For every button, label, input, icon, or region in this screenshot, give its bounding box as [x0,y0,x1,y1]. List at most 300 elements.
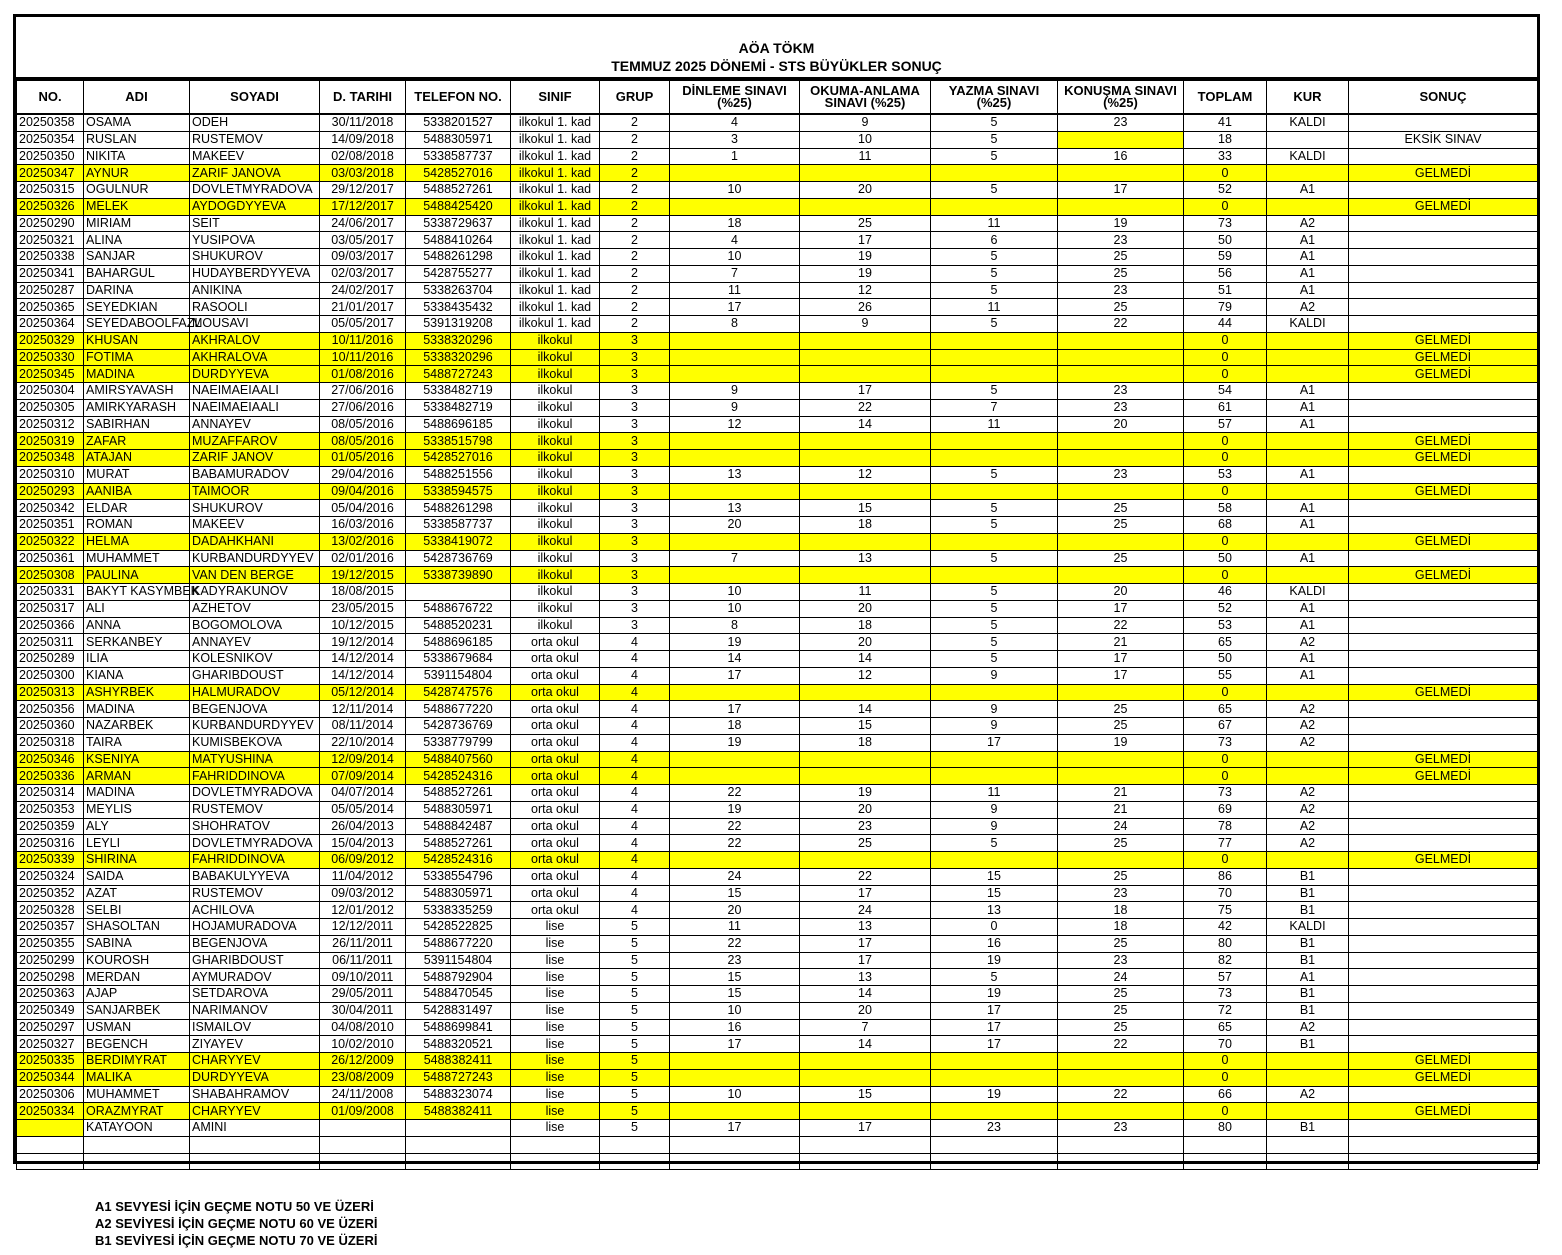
cell-toplam: 57 [1184,416,1267,433]
cell-toplam: 50 [1184,550,1267,567]
cell-sonuc [1349,835,1538,852]
cell-konusma: 23 [1058,232,1184,249]
cell-kur: A1 [1267,282,1349,299]
cell-dogum-tarihi: 16/03/2016 [320,517,406,534]
cell-toplam: 50 [1184,651,1267,668]
cell-dinleme [670,1053,800,1070]
header-no: NO. [17,81,84,115]
cell-okuma [800,366,931,383]
cell-sinif: ilkokul [511,600,600,617]
cell-no: 20250321 [17,232,84,249]
cell-dogum-tarihi: 27/06/2016 [320,399,406,416]
cell-telefon: 5488677220 [406,935,511,952]
cell-no: 20250339 [17,852,84,869]
cell-soyadi: ZARIF JANOV [190,450,320,467]
cell-dinleme: 22 [670,935,800,952]
cell-yazma: 5 [931,969,1058,986]
cell-soyadi: DOVLETMYRADOVA [190,835,320,852]
cell-konusma: 23 [1058,383,1184,400]
cell-toplam: 44 [1184,316,1267,333]
cell-telefon: 5488699841 [406,1019,511,1036]
cell-kur: B1 [1267,885,1349,902]
cell-dinleme: 17 [670,299,800,316]
cell-dogum-tarihi: 04/07/2014 [320,785,406,802]
cell-dogum-tarihi: 17/12/2017 [320,198,406,215]
cell-kur: KALDI [1267,584,1349,601]
cell-yazma: 5 [931,466,1058,483]
cell-no: 20250293 [17,483,84,500]
cell-sinif: lise [511,1069,600,1086]
cell-no: 20250298 [17,969,84,986]
cell-sonuc [1349,316,1538,333]
cell-grup: 4 [600,768,670,785]
cell-okuma: 17 [800,885,931,902]
cell-dinleme: 9 [670,399,800,416]
cell-kur: B1 [1267,935,1349,952]
cell-grup: 4 [600,634,670,651]
cell-dinleme: 10 [670,249,800,266]
cell-yazma: 9 [931,801,1058,818]
cell-sinif: ilkokul 1. kad [511,148,600,165]
cell-kur [1267,349,1349,366]
cell-sonuc [1349,282,1538,299]
cell-toplam: 65 [1184,701,1267,718]
cell-sonuc: GELMEDİ [1349,198,1538,215]
cell-soyadi: DADAHKHANI [190,533,320,550]
cell-adi: MADINA [84,785,190,802]
cell-telefon: 5488527261 [406,785,511,802]
cell-dinleme [670,165,800,182]
cell-sonuc [1349,299,1538,316]
empty-cell [800,1153,931,1170]
cell-sinif: orta okul [511,835,600,852]
cell-grup: 3 [600,550,670,567]
cell-yazma: 9 [931,718,1058,735]
cell-no: 20250316 [17,835,84,852]
cell-kur: A1 [1267,550,1349,567]
table-row [17,1019,1538,1036]
cell-grup: 4 [600,734,670,751]
table-row [17,919,1538,936]
cell-sonuc: GELMEDİ [1349,1069,1538,1086]
cell-dogum-tarihi: 21/01/2017 [320,299,406,316]
cell-toplam: 0 [1184,1053,1267,1070]
cell-no: 20250350 [17,148,84,165]
cell-dinleme: 22 [670,835,800,852]
cell-sinif: ilkokul [511,567,600,584]
empty-cell [406,1136,511,1153]
cell-soyadi: CHARYYEV [190,1053,320,1070]
cell-yazma: 5 [931,500,1058,517]
cell-adi: PAULINA [84,567,190,584]
table-row [17,550,1538,567]
cell-telefon: 5488425420 [406,198,511,215]
cell-sonuc [1349,885,1538,902]
cell-dogum-tarihi: 03/03/2018 [320,165,406,182]
cell-yazma [931,684,1058,701]
cell-adi: ANNA [84,617,190,634]
cell-konusma: 20 [1058,416,1184,433]
cell-okuma [800,349,931,366]
cell-okuma: 18 [800,734,931,751]
cell-kur [1267,433,1349,450]
cell-grup: 2 [600,316,670,333]
cell-adi: NAZARBEK [84,718,190,735]
cell-toplam: 73 [1184,986,1267,1003]
cell-sonuc: GELMEDİ [1349,349,1538,366]
cell-dinleme [670,450,800,467]
cell-sinif: ilkokul 1. kad [511,215,600,232]
cell-telefon: 5488676722 [406,600,511,617]
cell-konusma: 25 [1058,500,1184,517]
cell-soyadi: BEGENJOVA [190,935,320,952]
cell-dinleme [670,1103,800,1120]
cell-telefon: 5488842487 [406,818,511,835]
cell-konusma: 18 [1058,919,1184,936]
cell-grup: 5 [600,1019,670,1036]
cell-dogum-tarihi: 10/12/2015 [320,617,406,634]
cell-kur: A1 [1267,265,1349,282]
cell-no: 20250328 [17,902,84,919]
cell-telefon: 5488305971 [406,131,511,148]
cell-sonuc [1349,148,1538,165]
cell-yazma [931,483,1058,500]
cell-no: 20250351 [17,517,84,534]
cell-no: 20250356 [17,701,84,718]
cell-dinleme [670,433,800,450]
cell-sinif: ilkokul [511,550,600,567]
cell-telefon: 5488382411 [406,1103,511,1120]
cell-grup: 3 [600,332,670,349]
cell-sinif: lise [511,1103,600,1120]
cell-telefon: 5338482719 [406,383,511,400]
cell-sinif: lise [511,935,600,952]
cell-okuma: 12 [800,466,931,483]
cell-kur: A1 [1267,600,1349,617]
cell-no: 20250342 [17,500,84,517]
cell-okuma: 25 [800,835,931,852]
cell-kur [1267,1053,1349,1070]
table-row [17,1036,1538,1053]
cell-dogum-tarihi: 09/10/2011 [320,969,406,986]
table-row [17,969,1538,986]
table-row [17,1053,1538,1070]
cell-soyadi: SEIT [190,215,320,232]
cell-soyadi: ACHILOVA [190,902,320,919]
cell-kur: B1 [1267,986,1349,1003]
cell-adi: SABIRHAN [84,416,190,433]
cell-dogum-tarihi: 10/11/2016 [320,332,406,349]
cell-dinleme: 19 [670,801,800,818]
cell-telefon: 5391154804 [406,952,511,969]
cell-sonuc: GELMEDİ [1349,433,1538,450]
empty-cell [84,1153,190,1170]
table-row [17,383,1538,400]
cell-no: 20250326 [17,198,84,215]
cell-dinleme: 18 [670,718,800,735]
cell-sinif: lise [511,1002,600,1019]
cell-dogum-tarihi: 23/08/2009 [320,1069,406,1086]
cell-dogum-tarihi: 02/08/2018 [320,148,406,165]
table-row [17,182,1538,199]
empty-cell [931,1136,1058,1153]
cell-toplam: 0 [1184,332,1267,349]
cell-no: 20250324 [17,868,84,885]
cell-telefon: 5338679684 [406,651,511,668]
cell-soyadi: YUSIPOVA [190,232,320,249]
cell-grup: 2 [600,198,670,215]
cell-dogum-tarihi: 24/06/2017 [320,215,406,232]
cell-yazma: 17 [931,734,1058,751]
cell-no: 20250330 [17,349,84,366]
cell-telefon: 5488305971 [406,885,511,902]
cell-okuma: 18 [800,617,931,634]
cell-grup: 3 [600,567,670,584]
cell-dinleme: 13 [670,500,800,517]
cell-kur: KALDI [1267,148,1349,165]
cell-adi: KIANA [84,667,190,684]
cell-toplam: 65 [1184,634,1267,651]
table-row [17,1086,1538,1103]
cell-sonuc: GELMEDİ [1349,768,1538,785]
cell-adi: AZAT [84,885,190,902]
cell-telefon: 5488261298 [406,249,511,266]
cell-dogum-tarihi: 19/12/2014 [320,634,406,651]
cell-adi: MERDAN [84,969,190,986]
cell-adi: MEYLIS [84,801,190,818]
cell-sonuc [1349,919,1538,936]
cell-yazma [931,1053,1058,1070]
cell-sinif: ilkokul [511,366,600,383]
cell-soyadi: KURBANDURDYYEV [190,718,320,735]
cell-adi: SHASOLTAN [84,919,190,936]
cell-grup: 5 [600,952,670,969]
cell-toplam: 53 [1184,617,1267,634]
table-row [17,818,1538,835]
cell-telefon: 5338419072 [406,533,511,550]
cell-soyadi: KADYRAKUNOV [190,584,320,601]
cell-soyadi: RUSTEMOV [190,885,320,902]
empty-row [17,1136,1538,1153]
cell-toplam: 0 [1184,366,1267,383]
cell-toplam: 73 [1184,215,1267,232]
cell-telefon: 5488792904 [406,969,511,986]
empty-cell [1058,1136,1184,1153]
cell-yazma [931,366,1058,383]
cell-okuma: 15 [800,718,931,735]
cell-dogum-tarihi: 29/12/2017 [320,182,406,199]
cell-sonuc [1349,399,1538,416]
cell-toplam: 0 [1184,852,1267,869]
cell-sonuc: GELMEDİ [1349,1053,1538,1070]
cell-dinleme: 17 [670,1120,800,1137]
cell-adi: USMAN [84,1019,190,1036]
cell-soyadi: RUSTEMOV [190,131,320,148]
cell-sinif: ilkokul 1. kad [511,316,600,333]
cell-yazma: 5 [931,550,1058,567]
cell-dinleme [670,1069,800,1086]
cell-soyadi: NAEIMAEIAALI [190,383,320,400]
cell-toplam: 52 [1184,600,1267,617]
cell-kur [1267,332,1349,349]
table-row [17,232,1538,249]
cell-adi: ROMAN [84,517,190,534]
cell-yazma: 16 [931,935,1058,952]
table-row [17,617,1538,634]
cell-no: 20250315 [17,182,84,199]
cell-konusma: 22 [1058,316,1184,333]
cell-toplam: 77 [1184,835,1267,852]
cell-no: 20250364 [17,316,84,333]
cell-no: 20250312 [17,416,84,433]
cell-toplam: 0 [1184,483,1267,500]
cell-adi: SANJAR [84,249,190,266]
cell-grup: 5 [600,986,670,1003]
cell-no: 20250354 [17,131,84,148]
cell-dogum-tarihi: 13/02/2016 [320,533,406,550]
cell-grup: 5 [600,969,670,986]
cell-kur: B1 [1267,868,1349,885]
cell-dogum-tarihi: 12/09/2014 [320,751,406,768]
cell-dinleme: 10 [670,600,800,617]
cell-yazma: 5 [931,651,1058,668]
cell-grup: 3 [600,416,670,433]
cell-soyadi: GHARIBDOUST [190,667,320,684]
cell-adi: KSENIYA [84,751,190,768]
cell-sinif: lise [511,1086,600,1103]
cell-dinleme [670,349,800,366]
cell-telefon: 5338554796 [406,868,511,885]
cell-telefon: 5428736769 [406,718,511,735]
cell-kur: A1 [1267,500,1349,517]
cell-no: 20250308 [17,567,84,584]
cell-sonuc [1349,617,1538,634]
cell-sinif: ilkokul [511,332,600,349]
cell-kur: A1 [1267,249,1349,266]
cell-telefon: 5488470545 [406,986,511,1003]
cell-grup: 4 [600,701,670,718]
empty-cell [320,1136,406,1153]
cell-kur [1267,768,1349,785]
cell-sonuc [1349,952,1538,969]
table-row [17,701,1538,718]
cell-grup: 3 [600,500,670,517]
cell-toplam: 0 [1184,1103,1267,1120]
cell-grup: 2 [600,114,670,131]
cell-konusma [1058,165,1184,182]
cell-konusma: 17 [1058,667,1184,684]
cell-toplam: 58 [1184,500,1267,517]
cell-no: 20250338 [17,249,84,266]
cell-dinleme [670,483,800,500]
cell-kur: KALDI [1267,114,1349,131]
cell-grup: 5 [600,1103,670,1120]
table-row [17,1120,1538,1137]
cell-toplam: 51 [1184,282,1267,299]
table-row [17,517,1538,534]
cell-grup: 2 [600,265,670,282]
cell-dinleme: 15 [670,969,800,986]
cell-sinif: orta okul [511,801,600,818]
cell-dogum-tarihi: 05/05/2017 [320,316,406,333]
cell-okuma [800,852,931,869]
cell-okuma: 26 [800,299,931,316]
table-row [17,768,1538,785]
cell-soyadi: SETDAROVA [190,986,320,1003]
results-table [16,80,1538,1170]
cell-telefon: 5338587737 [406,148,511,165]
cell-telefon: 5338515798 [406,433,511,450]
cell-grup: 4 [600,852,670,869]
cell-okuma [800,1103,931,1120]
cell-toplam: 55 [1184,667,1267,684]
cell-dinleme: 24 [670,868,800,885]
cell-soyadi: AKHRALOV [190,332,320,349]
cell-no: 20250306 [17,1086,84,1103]
cell-sinif: lise [511,1053,600,1070]
cell-konusma: 25 [1058,835,1184,852]
cell-soyadi: GHARIBDOUST [190,952,320,969]
empty-cell [1349,1153,1538,1170]
cell-dogum-tarihi: 29/05/2011 [320,986,406,1003]
cell-yazma: 9 [931,818,1058,835]
cell-dogum-tarihi: 06/11/2011 [320,952,406,969]
cell-toplam: 52 [1184,182,1267,199]
cell-sonuc: EKSİK SINAV [1349,131,1538,148]
cell-toplam: 53 [1184,466,1267,483]
cell-okuma: 17 [800,232,931,249]
cell-kur [1267,1103,1349,1120]
cell-no: 20250287 [17,282,84,299]
table-row [17,1002,1538,1019]
cell-soyadi: RUSTEMOV [190,801,320,818]
cell-okuma: 17 [800,1120,931,1137]
cell-kur: A2 [1267,701,1349,718]
cell-yazma [931,567,1058,584]
cell-adi: MUHAMMET [84,1086,190,1103]
table-row [17,265,1538,282]
cell-okuma: 20 [800,634,931,651]
cell-grup: 5 [600,919,670,936]
cell-okuma: 17 [800,935,931,952]
table-row [17,282,1538,299]
cell-sinif: ilkokul [511,483,600,500]
cell-konusma: 25 [1058,249,1184,266]
cell-dogum-tarihi: 30/11/2018 [320,114,406,131]
cell-okuma: 11 [800,584,931,601]
cell-soyadi: BABAMURADOV [190,466,320,483]
cell-okuma: 17 [800,952,931,969]
cell-sonuc [1349,935,1538,952]
cell-toplam: 42 [1184,919,1267,936]
cell-adi: ORAZMYRAT [84,1103,190,1120]
cell-sonuc [1349,600,1538,617]
cell-sinif: ilkokul 1. kad [511,182,600,199]
empty-cell [17,1153,84,1170]
cell-konusma: 25 [1058,868,1184,885]
cell-grup: 2 [600,182,670,199]
cell-no: 20250348 [17,450,84,467]
cell-grup: 4 [600,801,670,818]
cell-no: 20250360 [17,718,84,735]
cell-okuma: 23 [800,818,931,835]
cell-konusma [1058,751,1184,768]
cell-dinleme: 3 [670,131,800,148]
cell-yazma [931,433,1058,450]
table-row [17,885,1538,902]
cell-adi: SEYEDABOOLFAZL [84,316,190,333]
cell-telefon [406,1120,511,1137]
